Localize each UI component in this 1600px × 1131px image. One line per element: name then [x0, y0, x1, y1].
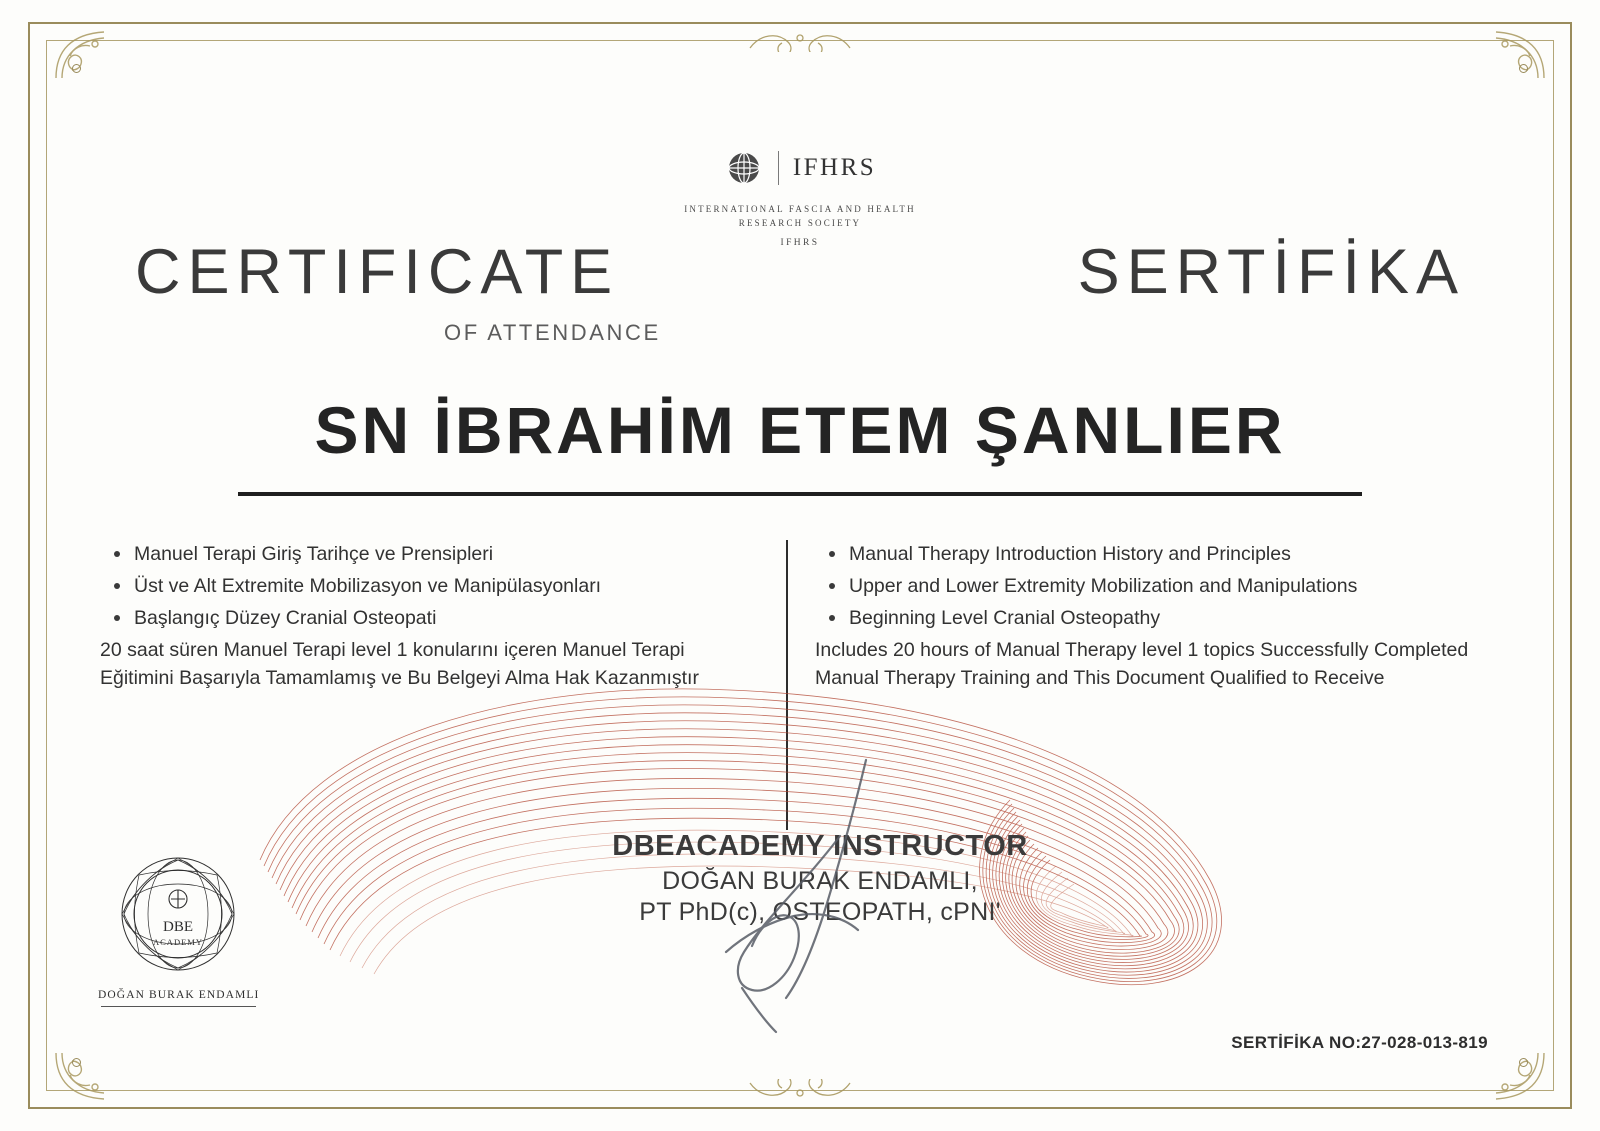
list-item: Upper and Lower Extremity Mobilization and Manipulations	[815, 572, 1495, 601]
list-item: Beginning Level Cranial Osteopathy	[815, 604, 1495, 633]
list-item: Üst ve Alt Extremite Mobilizasyon ve Manipülasyonları	[100, 572, 760, 601]
recipient-name: SN İBRAHİM ETEM ŞANLIER	[314, 393, 1286, 467]
english-statement: Includes 20 hours of Manual Therapy level 1 topics Successfully Completed Manual Therapy Training and This Document Qualified to Receive	[815, 638, 1469, 690]
list-item: Başlangıç Düzey Cranial Osteopati	[100, 604, 760, 633]
issuer-full-name	[0, 203, 1600, 230]
issuer-name: IFHRS	[792, 154, 877, 181]
globe-grid-icon	[724, 148, 764, 188]
issuer-logo-row	[724, 148, 876, 188]
seal-caption-rule	[101, 1006, 256, 1007]
body-column-turkish	[100, 540, 760, 693]
corner-ornament-icon	[52, 26, 116, 82]
issuer-abbreviation: IFHRS	[780, 238, 820, 248]
bottom-edge-ornament-icon	[740, 1079, 860, 1113]
dbe-academy-seal-icon	[119, 855, 237, 973]
handwritten-signature-icon	[690, 740, 930, 1040]
svg-text:DBE: DBE	[163, 919, 193, 935]
instructor-name: DOĞAN BURAK ENDAMLI,	[662, 867, 978, 895]
seal-caption: DOĞAN BURAK ENDAMLI	[98, 989, 260, 1001]
corner-ornament-icon	[1484, 1049, 1548, 1105]
list-item: Manual Therapy Introduction History and Principles	[815, 540, 1495, 569]
list-item: Manuel Terapi Giriş Tarihçe ve Prensipleri	[100, 540, 760, 569]
recipient-underline	[238, 492, 1362, 496]
frame-dot	[72, 1058, 81, 1067]
title-turkish: SERTİFİKA	[1077, 237, 1465, 307]
certificate-serial-number: SERTİFİKA NO:27-028-013-819	[1231, 1033, 1488, 1052]
turkish-topic-list	[100, 540, 760, 633]
corner-ornament-icon	[52, 1049, 116, 1105]
turkish-statement: 20 saat süren Manuel Terapi level 1 konularını içeren Manuel Terapi Eğitimini Başarıyla Tamamlamış ve Bu Belgeyi Alma Hak Kazanmıştır	[100, 638, 699, 690]
frame-dot	[1519, 1058, 1528, 1067]
issuer-logo-block	[0, 148, 1600, 248]
title-english: CERTIFICATE	[135, 237, 620, 307]
english-topic-list	[815, 540, 1495, 633]
dbe-academy-seal	[98, 855, 258, 1007]
issuer-full-name-line1: INTERNATIONAL FASCIA AND HEALTH	[684, 204, 916, 214]
frame-dot	[1519, 64, 1528, 73]
corner-ornament-icon	[1484, 26, 1548, 82]
certificate-body	[0, 540, 1600, 740]
logo-divider	[778, 151, 779, 185]
instructor-title: DBEACADEMY INSTRUCTOR	[612, 830, 1028, 862]
issuer-full-name-line2: RESEARCH SOCIETY	[738, 217, 862, 228]
certificate-titles	[0, 236, 1600, 356]
top-edge-ornament-icon	[740, 18, 860, 52]
body-column-english	[815, 540, 1495, 693]
frame-dot	[72, 64, 81, 73]
title-english-subtitle: OF ATTENDANCE	[444, 320, 661, 345]
svg-text:ACADEMY: ACADEMY	[153, 937, 203, 947]
instructor-credentials: PT PhD(c), OSTEOPATH, cPNI'	[639, 898, 1001, 926]
